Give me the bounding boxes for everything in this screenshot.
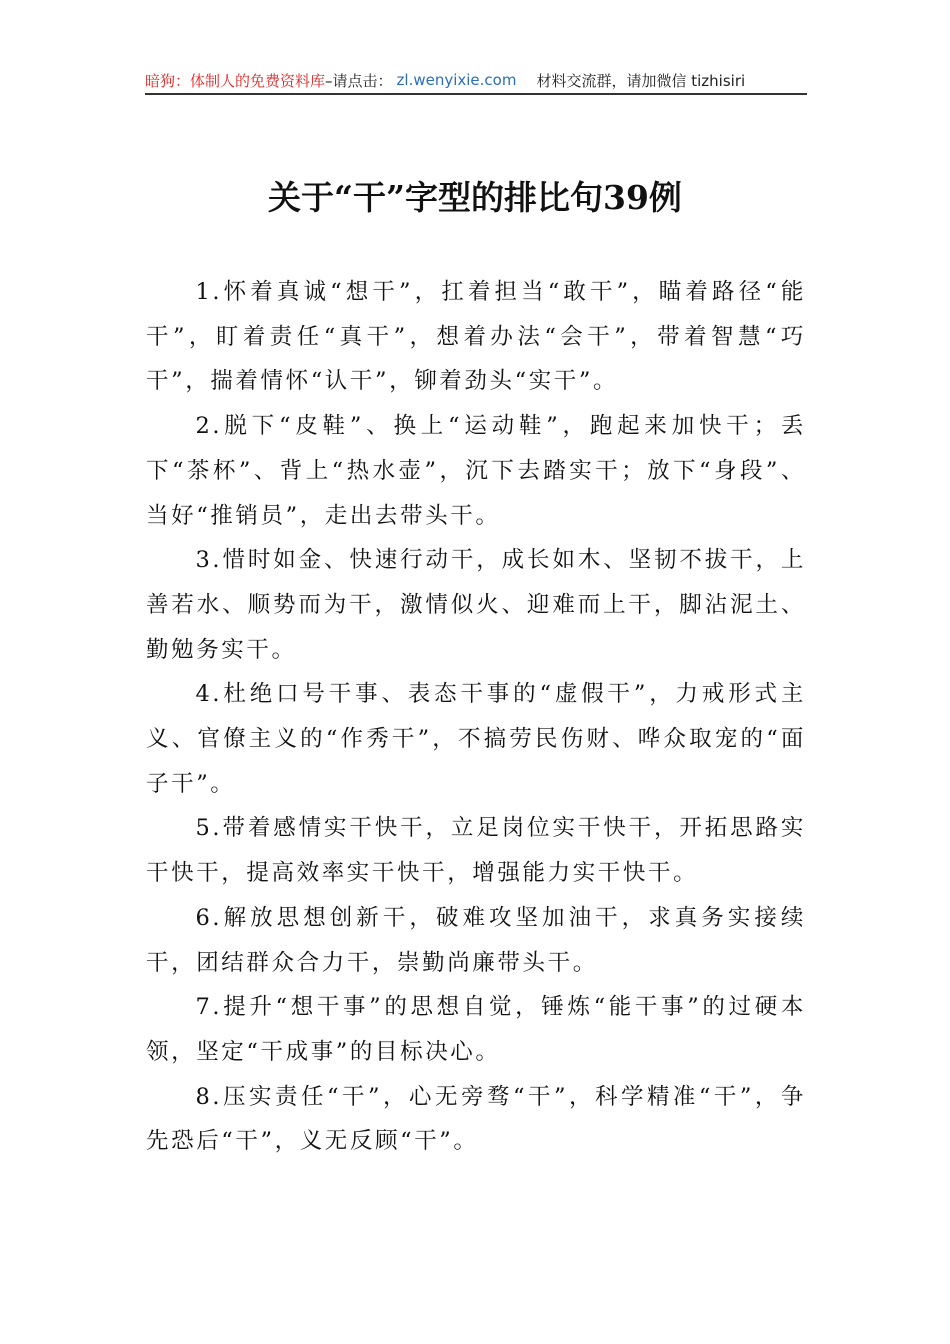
paragraph: 1.怀着真诚“想干”，扛着担当“敢干”，瞄着路径“能干”，盯着责任“真干”，想着办法“会干”，带着智慧“巧干”，揣着情怀“认干”，铆着劲头“实干”。 <box>146 279 806 395</box>
header-contact: 材料交流群，请加微信 tizhisiri <box>536 71 746 90</box>
header-link[interactable]: zl.wenyixie.com <box>396 71 517 89</box>
page-header <box>145 68 805 92</box>
header-prompt: –请点击： <box>325 71 393 90</box>
document-body <box>146 270 806 1164</box>
document-title: 关于“干”字型的排比句39例 <box>268 178 682 217</box>
paragraph: 2.脱下“皮鞋”、换上“运动鞋”，跑起来加快干；丢下“茶杯”、背上“热水壶”，沉下去踏实干；放下“身段”、当好“推销员”，走出去带头干。 <box>146 413 806 529</box>
paragraph: 4.杜绝口号干事、表态干事的“虚假干”，力戒形式主义、官僚主义的“作秀干”，不搞劳民伤财、哗众取宠的“面子干”。 <box>146 681 806 797</box>
paragraph: 7.提升“想干事”的思想自觉，锤炼“能干事”的过硬本领，坚定“干成事”的目标决心。 <box>146 994 806 1065</box>
header-brand: 暗狗：体制人的免费资料库 <box>145 71 326 90</box>
paragraph: 3.惜时如金、快速行动干，成长如木、坚韧不拔干，上善若水、顺势而为干，激情似火、迎难而上干，脚沾泥土、勤勉务实干。 <box>146 547 806 663</box>
header-divider <box>145 93 807 95</box>
paragraph: 8.压实责任“干”，心无旁骛“干”，科学精准“干”，争先恐后“干”，义无反顾“干”。 <box>146 1083 806 1155</box>
paragraph: 5.带着感情实干快干，立足岗位实干快干，开拓思路实干快干，提高效率实干快干，增强能力实干快干。 <box>146 815 806 887</box>
paragraph: 6.解放思想创新干，破难攻坚加油干，求真务实接续干，团结群众合力干，崇勤尚廉带头干。 <box>146 904 806 976</box>
